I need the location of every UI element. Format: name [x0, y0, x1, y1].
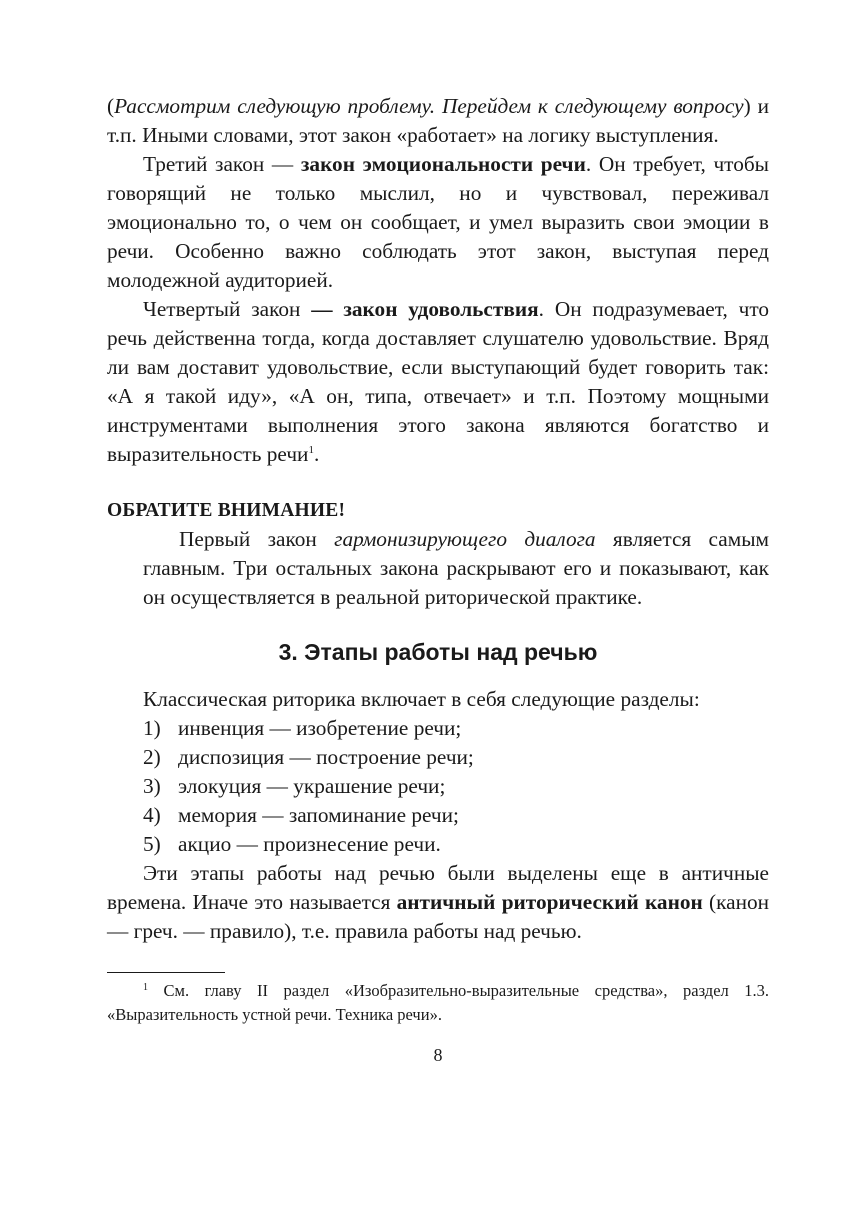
footnote-divider — [107, 972, 225, 973]
list-number: 2) — [143, 745, 161, 769]
footnote — [107, 979, 769, 1027]
list-number: 5) — [143, 832, 161, 856]
list-text: инвенция — изобретение речи; — [178, 716, 462, 740]
paragraph-fourth-law — [107, 295, 769, 469]
rhetoric-sections-list — [107, 714, 769, 859]
list-number: 4) — [143, 803, 161, 827]
term-antique-canon: античный риторический канон — [396, 890, 703, 914]
paragraph-lead: Эти этапы работы над речью были выделены еще в античные времена. Иначе это называется — [107, 861, 769, 914]
attention-title: ОБРАТИТЕ ВНИМАНИЕ! — [107, 500, 346, 521]
paragraph-lead: Третий закон — — [143, 152, 301, 176]
list-text: акцио — произнесение речи. — [178, 832, 441, 856]
paragraph-canon — [107, 859, 769, 946]
paragraph-text: . Он требует, чтобы говорящий не только мыслил, но и чувствовал, переживал эмоционально то, о чем он сообщает, и умел выразить свои эмоции в речи. Особенно важно соблюдать этот закон, выступая перед молодежной аудиторией. — [107, 152, 769, 292]
section-heading: 3. Этапы работы над речью — [278, 639, 598, 665]
term-emotionality: закон эмоциональности речи — [300, 152, 586, 176]
paragraph-lead: Четвертый закон — [143, 297, 312, 321]
list-item — [143, 801, 769, 830]
list-number: 1) — [143, 716, 161, 740]
attention-text: является самым главным. Три остальных закона раскрывают его и показывают, как он осуществляется в реальной риторической практике. — [143, 527, 769, 609]
list-item — [143, 714, 769, 743]
paragraph-text: . Он подразумевает, что речь действенна тогда, когда доставляет слушателю удовольствие. Вряд ли вам доставит удовольствие, если выступающий будет говорить так: «А я такой иду», «А он, типа, отвечает» и т.п. Поэтому мощными инструментами выполнения этого закона являются богатство и выразительность речи — [107, 297, 769, 466]
list-item — [143, 772, 769, 801]
paren-open: ( — [107, 94, 115, 118]
footnote-reference[interactable]: 1 — [308, 444, 314, 456]
list-text: элокуция — украшение речи; — [178, 774, 446, 798]
list-text: мемория — запоминание речи; — [178, 803, 459, 827]
attention-lead: Первый закон — [179, 527, 335, 551]
paragraph-text: (канон — греч. — правило), т.е. правила работы над речью. — [107, 890, 770, 943]
paragraph-text: ) и т.п. Иными словами, этот закон «работает» на логику выступления. — [107, 94, 769, 147]
attention-body — [143, 525, 769, 612]
list-item — [143, 830, 769, 859]
term-harmonizing-dialogue: гармонизирующего диалога — [334, 527, 596, 551]
paragraph-end: . — [313, 442, 320, 466]
footnote-marker: 1 — [143, 982, 148, 993]
list-item — [143, 743, 769, 772]
list-number: 3) — [143, 774, 161, 798]
italic-examples: Рассмотрим следующую проблему. Перейдем к следующему вопросу — [114, 94, 744, 118]
list-text: диспозиция — построение речи; — [178, 745, 474, 769]
page-content — [107, 92, 769, 1070]
paragraph-third-law — [107, 150, 769, 295]
term-pleasure: — закон удовольствия — [311, 297, 539, 321]
page-number: 8 — [433, 1045, 443, 1065]
section-intro: Классическая риторика включает в себя следующие разделы: — [143, 687, 700, 711]
footnote-text: См. главу II раздел «Изобразительно-выразительные средства», раздел 1.3. «Выразительность устной речи. Техника речи». — [107, 981, 769, 1024]
paragraph-continuation — [107, 92, 769, 150]
